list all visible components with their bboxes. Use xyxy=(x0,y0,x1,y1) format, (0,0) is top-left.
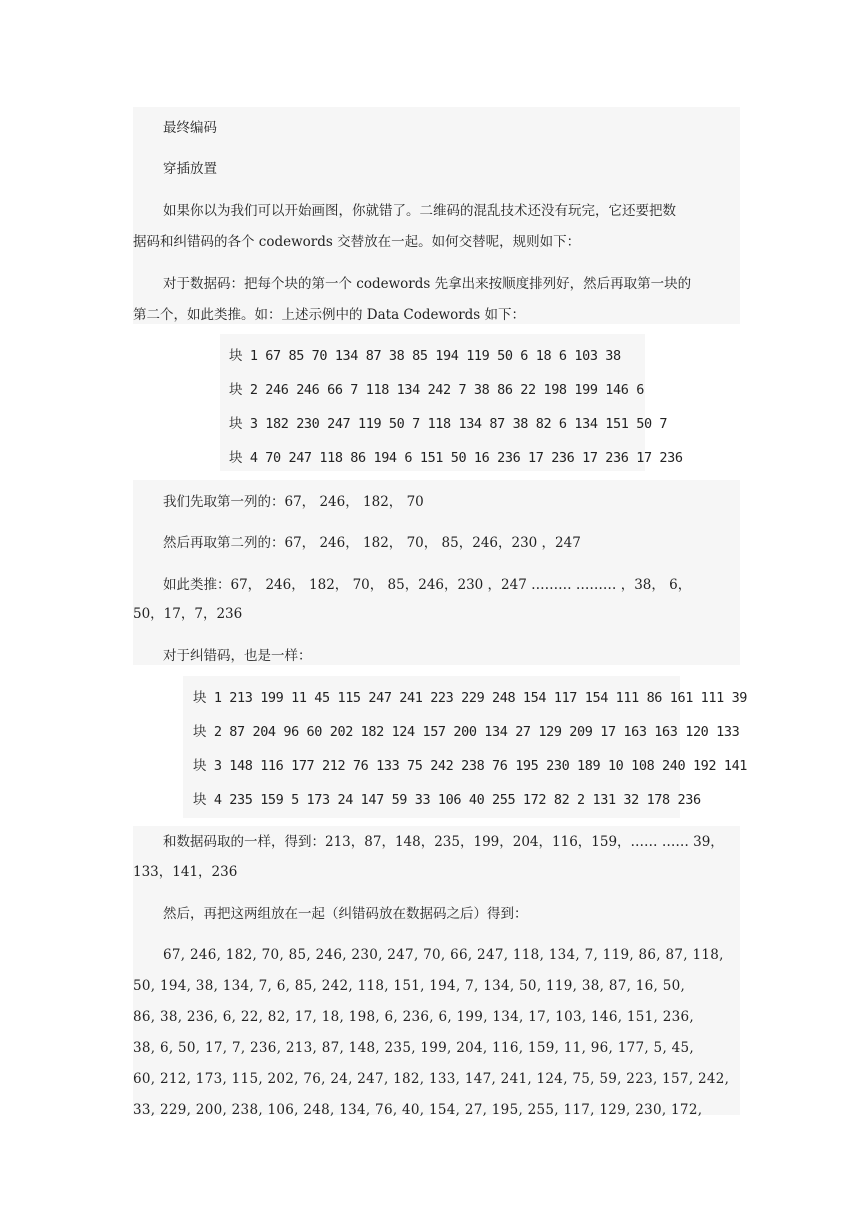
final-seq-line-6: 33, 229, 200, 238, 106, 248, 134, 76, 40, 154, 27, 195, 255, 117, 129, 230, 172, xyxy=(133,1102,703,1118)
ec-block-row-2: 块 2 87 204 96 60 202 182 124 157 200 134 27 129 209 17 163 163 120 133 xyxy=(193,724,740,740)
data-block-row-4: 块 4 70 247 118 86 194 6 151 50 16 236 17 236 17 236 17 236 xyxy=(229,450,683,466)
ec-block-row-3: 块 3 148 116 177 212 76 133 75 242 238 76 195 230 189 10 108 240 192 141 xyxy=(193,758,748,774)
data-step-4: 50，17，7，236 xyxy=(133,606,243,622)
ec-rule: 对于纠错码，也是一样： xyxy=(163,648,312,664)
ec-block-row-4: 块 4 235 159 5 173 24 147 59 33 106 40 255 172 82 2 131 32 178 236 xyxy=(193,792,701,808)
final-seq-line-1: 67, 246, 182, 70, 85, 246, 230, 247, 70, 66, 247, 118, 134, 7, 119, 86, 87, 118, xyxy=(163,947,724,963)
data-rule-line-2: 第二个，如此类推。如：上述示例中的 Data Codewords 如下： xyxy=(133,307,526,323)
data-block-row-1: 块 1 67 85 70 134 87 38 85 194 119 50 6 18 6 103 38 xyxy=(229,348,621,364)
intro-line-2: 据码和纠错码的各个 codewords 交替放在一起。如何交替呢，规则如下： xyxy=(133,234,581,250)
ec-result-line-2: 133，141，236 xyxy=(133,864,238,880)
data-block-row-2: 块 2 246 246 66 7 118 134 242 7 38 86 22 198 199 146 6 xyxy=(229,382,644,398)
ec-result-line-1: 和数据码取的一样，得到：213，87，148，235，199，204，116，159，…… …… 39， xyxy=(163,834,724,850)
data-step-3: 如此类推：67， 246， 182， 70， 85，246，230 ，247 ……… ……… ，38， 6， xyxy=(163,577,692,593)
data-step-2: 然后再取第二列的：67， 246， 182， 70， 85，246，230 ，247 xyxy=(163,535,581,551)
ec-block-row-1: 块 1 213 199 11 45 115 247 241 223 229 248 154 117 154 111 86 161 111 39 xyxy=(193,690,748,706)
final-seq-line-4: 38, 6, 50, 17, 7, 236, 213, 87, 148, 235, 199, 204, 116, 159, 11, 96, 177, 5, 45, xyxy=(133,1040,694,1056)
data-block-row-3: 块 3 182 230 247 119 50 7 118 134 87 38 82 6 134 151 50 7 xyxy=(229,416,668,432)
final-intro: 然后，再把这两组放在一起（纠错码放在数据码之后）得到： xyxy=(163,906,528,922)
data-step-1: 我们先取第一列的：67， 246， 182， 70 xyxy=(163,494,424,510)
final-seq-line-3: 86, 38, 236, 6, 22, 82, 17, 18, 198, 6, 236, 6, 199, 134, 17, 103, 146, 151, 236, xyxy=(133,1009,694,1025)
final-seq-line-2: 50, 194, 38, 134, 7, 6, 85, 242, 118, 151, 194, 7, 134, 50, 119, 38, 87, 16, 50, xyxy=(133,978,686,994)
final-seq-line-5: 60, 212, 173, 115, 202, 76, 24, 247, 182, 133, 147, 241, 124, 75, 59, 223, 157, 242, xyxy=(133,1071,730,1087)
heading-final-encoding: 最终编码 xyxy=(163,120,217,136)
data-rule-line-1: 对于数据码：把每个块的第一个 codewords 先拿出来按顺度排列好，然后再取第一块的 xyxy=(163,276,692,292)
heading-interleave: 穿插放置 xyxy=(163,161,217,177)
intro-line-1: 如果你以为我们可以开始画图，你就错了。二维码的混乱技术还没有玩完，它还要把数 xyxy=(163,203,676,219)
